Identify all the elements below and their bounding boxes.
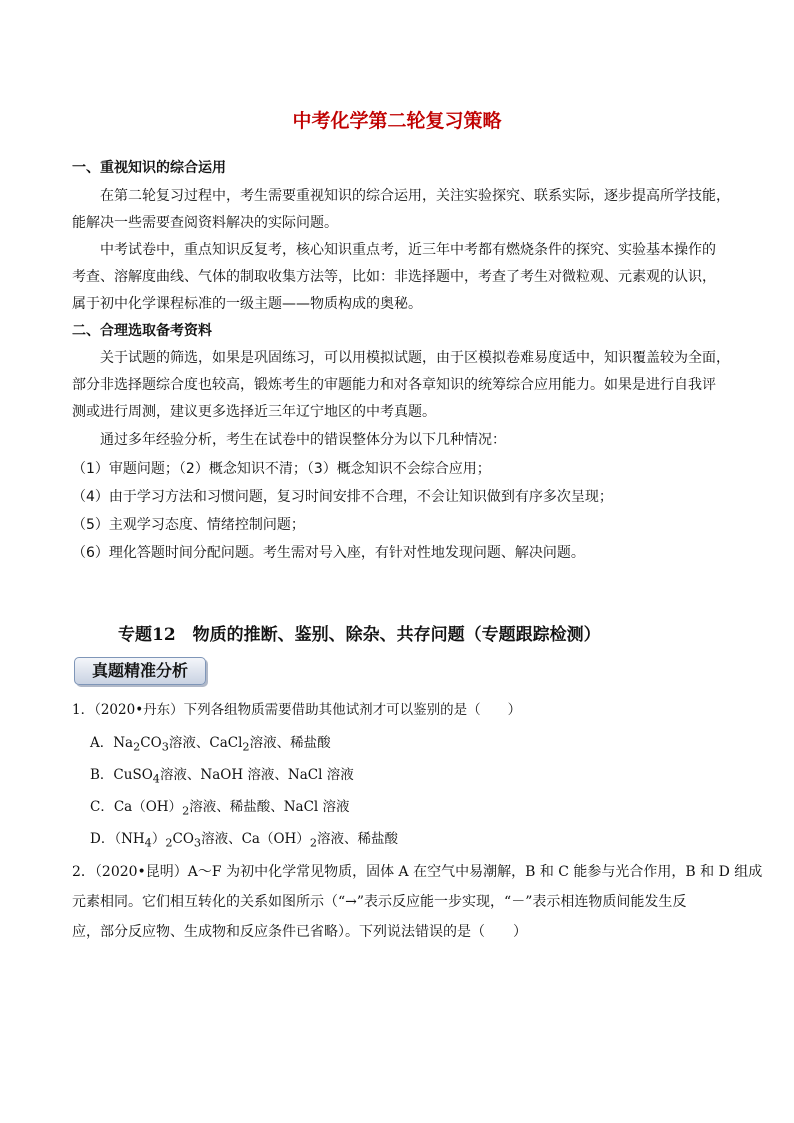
- paragraph-line: 考查、溶解度曲线、气体的制取收集方法等，比如：非选择题中，考查了考生对微粒观、元素观的认识，: [72, 269, 716, 285]
- section-tag: 真题精准分析: [74, 657, 206, 685]
- paragraph-line: 属于初中化学课程标准的一级主题——物质构成的奥秘。: [72, 296, 422, 312]
- section-heading-1: 一、重视知识的综合运用: [72, 160, 226, 176]
- paragraph-line: 中考试卷中，重点知识反复考，核心知识重点考，近三年中考都有燃烧条件的探究、实验基本操作的: [100, 242, 716, 258]
- paragraph-line: 通过多年经验分析，考生在试卷中的错误整体分为以下几种情况：: [100, 432, 506, 448]
- question-1-stem: 1．（2020•丹东）下列各组物质需要借助其他试剂才可以鉴别的是（ ）: [72, 702, 522, 718]
- paragraph-line: 部分非选择题综合度也较高，锻炼考生的审题能力和对各章知识的统筹综合应用能力。如果是进行自我评: [72, 377, 716, 393]
- list-item: （5）主观学习态度、情绪控制问题；: [72, 517, 305, 533]
- question-1-option-d: D．$(NH_4)_2CO_3$溶液、$Ca(OH)_2$溶液、稀盐酸: [90, 831, 398, 850]
- question-1-option-b: B．CuSO$_4$溶液、NaOH 溶液、NaCl 溶液: [90, 767, 354, 786]
- paragraph-line: 关于试题的筛选，如果是巩固练习，可以用模拟试题，由于区模拟卷难易度适中，知识覆盖较为全面，: [100, 350, 730, 366]
- topic-heading: 专题12 物质的推断、鉴别、除杂、共存问题（专题跟踪检测）: [118, 625, 601, 645]
- list-item: （1）审题问题；（2）概念知识不清；（3）概念知识不会综合应用；: [72, 461, 491, 477]
- paragraph-line: 在第二轮复习过程中，考生需要重视知识的综合运用，关注实验探究、联系实际，逐步提高所学技能，: [100, 188, 730, 204]
- list-item: （4）由于学习方法和习惯问题，复习时间安排不合理，不会让知识做到有序多次呈现；: [72, 489, 613, 505]
- question-2-line: 元素相同。它们相互转化的关系如图所示（“→”表示反应能一步实现，“－”表示相连物质间能发生反: [72, 894, 687, 910]
- question-2-line: 应，部分反应物、生成物和反应条件已省略）。下列说法错误的是（ ）: [72, 924, 527, 940]
- paragraph-line: 测或进行周测，建议更多选择近三年辽宁地区的中考真题。: [72, 404, 436, 420]
- question-1-option-c: C．$Ca(OH)_2$溶液、稀盐酸、NaCl 溶液: [90, 799, 350, 818]
- section-heading-2: 二、合理选取备考资料: [72, 323, 212, 339]
- question-2-line: 2．（2020•昆明）A～F 为初中化学常见物质，固体 A 在空气中易潮解，B 和 C 能参与光合作用，B 和 D 组成: [72, 864, 763, 880]
- paragraph-line: 能解决一些需要查阅资料解决的实际问题。: [72, 215, 338, 231]
- list-item: （6）理化答题时间分配问题。考生需对号入座，有针对性地发现问题、解决问题。: [72, 545, 585, 561]
- page-title: 中考化学第二轮复习策略: [292, 110, 502, 132]
- question-1-option-a: A．$Na_2CO_3$溶液、CaCl$_2$溶液、稀盐酸: [90, 735, 331, 754]
